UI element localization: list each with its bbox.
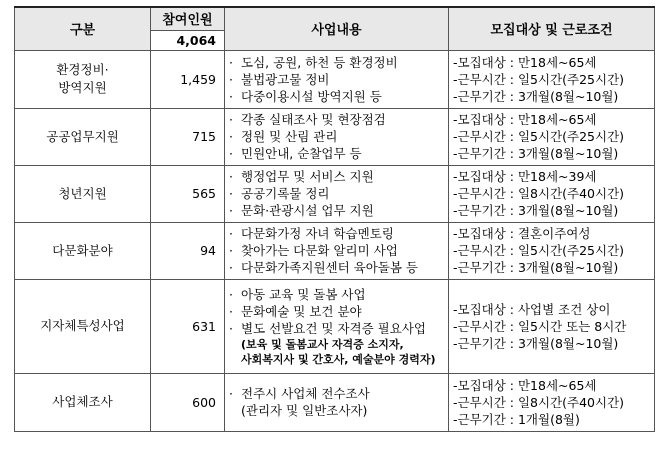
bullet-mark: · <box>229 386 233 401</box>
content-item <box>229 225 444 242</box>
row-conditions <box>449 373 655 431</box>
row-conditions <box>449 108 655 165</box>
content-text: 민원안내, 순찰업무 등 <box>241 146 362 161</box>
category-line: 지자체특성사업 <box>40 318 125 333</box>
content-item <box>229 242 444 259</box>
content-item <box>229 88 444 105</box>
table-row <box>15 165 655 222</box>
header-content: 사업내용 <box>225 7 449 50</box>
header-total-count: 4,064 <box>151 30 225 50</box>
row-content <box>225 373 449 431</box>
table-row <box>15 222 655 279</box>
bullet-mark: · <box>229 88 233 104</box>
recruitment-table-wrapper <box>14 6 655 432</box>
bullet-mark: · <box>229 226 233 241</box>
content-item <box>229 54 444 71</box>
content-item <box>229 128 444 145</box>
condition-line: -근무시간 : 일5시간(주25시간) <box>453 71 625 87</box>
category-line: 공공업무지원 <box>46 128 119 144</box>
row-participant-count: 631 <box>151 279 225 373</box>
content-note: 사회복지사 및 간호사, 예술분야 경력자) <box>241 352 436 366</box>
row-category <box>15 50 151 108</box>
category-line: 방역지원 <box>58 80 107 95</box>
bullet-mark: · <box>229 320 233 336</box>
row-content <box>225 222 449 279</box>
row-participant-count: 1,459 <box>151 50 225 108</box>
content-text: 전주시 사업체 전수조사 <box>241 386 370 401</box>
condition-line: -근무기간 : 3개월(8월~10월) <box>453 335 619 351</box>
table-row <box>15 108 655 165</box>
condition-line: -근무기간 : 1개월(8월) <box>453 411 580 427</box>
condition-line: -모집대상 : 결혼이주여성 <box>453 226 591 241</box>
recruitment-table <box>14 6 655 432</box>
bullet-mark: · <box>229 303 233 319</box>
header-category: 구분 <box>15 7 151 50</box>
content-item <box>229 185 444 202</box>
content-item <box>229 320 444 337</box>
row-content <box>225 165 449 222</box>
bullet-mark: · <box>229 243 233 258</box>
content-text: 다문화가족지원센터 육아돌봄 등 <box>241 260 418 275</box>
content-text: 아동 교육 및 돌봄 사업 <box>241 286 366 302</box>
condition-line: -모집대상 : 만18세~65세 <box>453 54 597 70</box>
condition-line: -근무기간 : 3개월(8월~10월) <box>453 260 619 275</box>
table-row <box>15 279 655 373</box>
table-row <box>15 373 655 431</box>
bullet-mark: · <box>229 186 233 201</box>
condition-line: -근무시간 : 일5시간(주25시간) <box>453 129 625 144</box>
condition-line: -근무시간 : 일8시간(주40시간) <box>453 394 625 410</box>
condition-line: -근무시간 : 일5시간(주25시간) <box>453 243 625 258</box>
content-text: 각종 실태조사 및 현장점검 <box>241 112 386 127</box>
bullet-mark: · <box>229 260 233 275</box>
bullet-mark: · <box>229 71 233 87</box>
content-text: 다문화가정 자녀 학습멘토링 <box>241 226 394 241</box>
bullet-mark: · <box>229 129 233 144</box>
row-conditions <box>449 222 655 279</box>
bullet-mark: · <box>229 112 233 127</box>
content-note: (보육 및 돌봄교사 자격증 소지자, <box>241 337 404 351</box>
row-participant-count: 715 <box>151 108 225 165</box>
row-conditions <box>449 165 655 222</box>
category-line: 사업체조사 <box>52 394 113 409</box>
category-line: 환경정비· <box>56 62 109 77</box>
content-item <box>229 202 444 219</box>
header-conditions: 모집대상 및 근로조건 <box>449 7 655 50</box>
content-item <box>229 303 444 320</box>
content-text: 도심, 공원, 하천 등 환경정비 <box>241 54 398 70</box>
row-category <box>15 165 151 222</box>
row-category <box>15 279 151 373</box>
condition-line: -근무기간 : 3개월(8월~10월) <box>453 146 619 161</box>
table-row <box>15 50 655 108</box>
condition-line: -근무기간 : 3개월(8월~10월) <box>453 203 619 218</box>
row-participant-count: 565 <box>151 165 225 222</box>
bullet-mark: · <box>229 286 233 302</box>
condition-line: -모집대상 : 만18세~65세 <box>453 377 597 393</box>
row-category <box>15 108 151 165</box>
content-item <box>229 71 444 88</box>
content-item <box>229 286 444 303</box>
category-line: 다문화분야 <box>52 242 113 258</box>
row-conditions <box>449 50 655 108</box>
row-content <box>225 279 449 373</box>
content-text: 다중이용시설 방역지원 등 <box>241 88 382 104</box>
content-text: 찾아가는 다문화 알리미 사업 <box>241 243 398 258</box>
condition-line: -근무기간 : 3개월(8월~10월) <box>453 88 619 104</box>
row-participant-count: 600 <box>151 373 225 431</box>
content-text: (관리자 및 일반조사자) <box>241 403 368 418</box>
row-category <box>15 373 151 431</box>
content-item <box>229 402 444 419</box>
content-text: 문화예술 및 보건 분야 <box>241 303 362 319</box>
content-item <box>229 168 444 185</box>
content-item <box>229 111 444 128</box>
content-item <box>229 385 444 402</box>
category-line: 청년지원 <box>58 185 107 201</box>
content-text: 문화·관광시설 업무 지원 <box>241 203 374 218</box>
condition-line: -모집대상 : 만18세~39세 <box>453 169 597 184</box>
bullet-mark: · <box>229 203 233 218</box>
condition-line: -근무시간 : 일5시간 또는 8시간 <box>453 318 627 334</box>
condition-line: -모집대상 : 만18세~65세 <box>453 112 597 127</box>
header-participants: 참여인원 <box>151 7 225 30</box>
content-text: 정원 및 산림 관리 <box>241 129 338 144</box>
condition-line: -근무시간 : 일8시간(주40시간) <box>453 186 625 201</box>
content-text: 불법광고물 정비 <box>241 71 330 87</box>
content-item <box>229 259 444 276</box>
row-participant-count: 94 <box>151 222 225 279</box>
bullet-mark: · <box>229 54 233 70</box>
content-item <box>229 145 444 162</box>
row-content <box>225 50 449 108</box>
content-text: 별도 선발요건 및 자격증 필요사업 <box>241 320 426 336</box>
condition-line: -모집대상 : 사업별 조건 상이 <box>453 301 611 317</box>
bullet-mark: · <box>229 146 233 161</box>
row-category <box>15 222 151 279</box>
content-text: 행정업무 및 서비스 지원 <box>241 169 374 184</box>
bullet-mark: · <box>229 169 233 184</box>
row-content <box>225 108 449 165</box>
content-text: 공공기록물 정리 <box>241 186 330 201</box>
row-conditions <box>449 279 655 373</box>
